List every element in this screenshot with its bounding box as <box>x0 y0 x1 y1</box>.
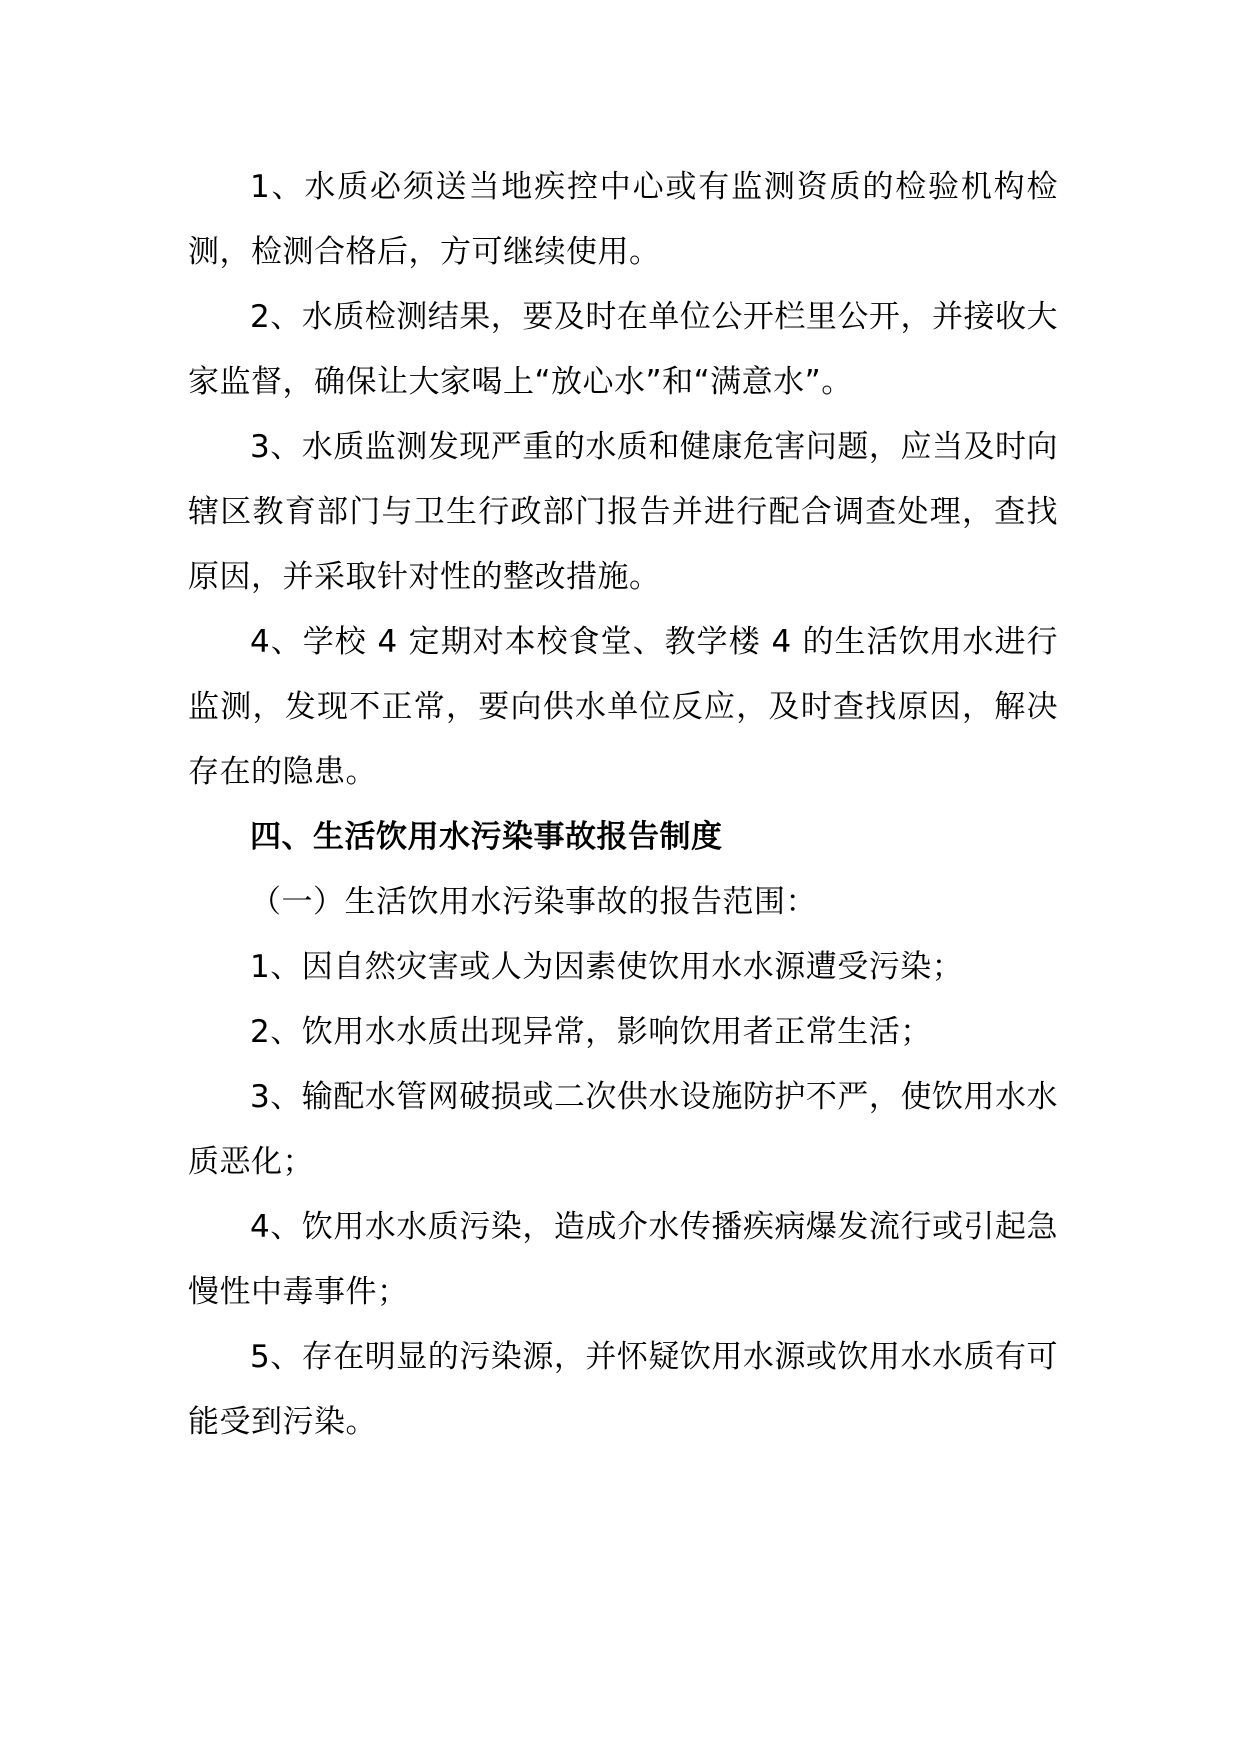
list-item: 1、因自然灾害或人为因素使饮用水水源遭受污染； <box>250 949 964 985</box>
subsection-heading: （一）生活饮用水污染事故的报告范围： <box>250 884 817 920</box>
list-item: 5、存在明显的污染源，并怀疑饮用水源或饮用水水质有可能受到污染。 <box>188 1339 1058 1440</box>
paragraph-report-hazards: 3、水质监测发现严重的水质和健康危害问题，应当及时向辖区教育部门与卫生行政部门报告并进行配合调查处理，查找原因，并采取针对性的整改措施。 <box>188 429 1058 595</box>
paragraph-publish-results: 2、水质检测结果，要及时在单位公开栏里公开，并接收大家监督，确保让大家喝上“放心水”和“满意水”。 <box>188 299 1058 400</box>
paragraph-school-monitoring: 4、学校 4 定期对本校食堂、教学楼 4 的生活饮用水进行监测，发现不正常，要向供水单位反应，及时查找原因，解决存在的隐患。 <box>188 624 1058 790</box>
list-item: 3、输配水管网破损或二次供水设施防护不严，使饮用水水质恶化； <box>188 1079 1058 1180</box>
list-item: 4、饮用水水质污染，造成介水传播疾病爆发流行或引起急慢性中毒事件； <box>188 1209 1058 1310</box>
section-heading: 四、生活饮用水污染事故报告制度 <box>250 819 723 855</box>
paragraph-water-testing: 1、水质必须送当地疾控中心或有监测资质的检验机构检测，检测合格后，方可继续使用。 <box>188 169 1058 270</box>
list-item: 2、饮用水水质出现异常，影响饮用者正常生活； <box>250 1014 932 1050</box>
document-page <box>188 155 1058 1455</box>
